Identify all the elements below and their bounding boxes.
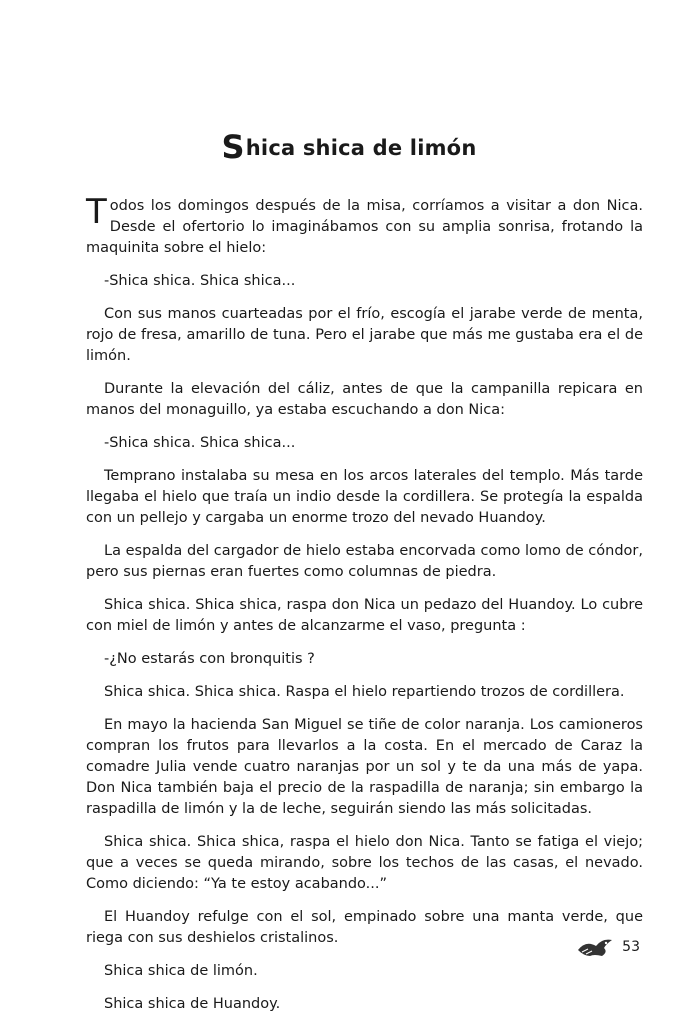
drop-cap: T: [86, 192, 107, 232]
bird-ornament-icon: [576, 934, 616, 960]
paragraph: Shica shica. Shica shica. Raspa el hielo repartiendo trozos de cordillera.: [104, 684, 625, 700]
page-number: 53: [622, 939, 640, 955]
story-body: [86, 192, 643, 1027]
paragraph: Shica shica. Shica shica, raspa don Nica un pedazo del Huandoy. Lo cubre con miel de limón y antes de alcanzarme el vaso, pregunta :: [86, 597, 643, 634]
story-title: [0, 128, 698, 166]
title-text: hica shica de limón: [245, 136, 477, 160]
paragraph: Shica shica. Shica shica, raspa el hielo don Nica. Tanto se fatiga el viejo; que a veces se queda mirando, sobre los techos de las casas, el nevado. Como diciendo: “Ya te estoy acabando...”: [86, 834, 643, 892]
paragraph: Shica shica de limón.: [104, 963, 258, 979]
title-initial: S: [221, 128, 245, 166]
page-footer: [576, 934, 640, 960]
paragraph: El Huandoy refulge con el sol, empinado sobre una manta verde, que riega con sus deshielos cristalinos.: [86, 909, 643, 946]
paragraph: Con sus manos cuarteadas por el frío, escogía el jarabe verde de menta, rojo de fresa, amarillo de tuna. Pero el jarabe que más me gustaba era el de limón.: [86, 306, 643, 364]
paragraph: [86, 192, 643, 259]
paragraph: -Shica shica. Shica shica...: [104, 273, 296, 289]
paragraph: -¿No estarás con bronquitis ?: [104, 651, 315, 667]
paragraph: En mayo la hacienda San Miguel se tiñe de color naranja. Los camioneros compran los frutos para llevarlos a la costa. En el mercado de Caraz la comadre Julia vende cuatro naranjas por un sol y te da una más de yapa. Don Nica también baja el precio de la raspadilla de naranja; sin embargo la raspadilla de limón y la de leche, seguirán siendo las más solicitadas.: [86, 717, 643, 817]
paragraph: Shica shica de Huandoy.: [104, 996, 281, 1012]
paragraph-text: odos los domingos después de la misa, corríamos a visitar a don Nica. Desde el ofertorio lo imaginábamos con su amplia sonrisa, frotando la maquinita sobre el hielo:: [86, 198, 643, 256]
paragraph: Durante la elevación del cáliz, antes de que la campanilla repicara en manos del monaguillo, ya estaba escuchando a don Nica:: [86, 381, 643, 418]
paragraph: -Shica shica. Shica shica...: [104, 435, 296, 451]
paragraph: La espalda del cargador de hielo estaba encorvada como lomo de cóndor, pero sus piernas eran fuertes como columnas de piedra.: [86, 543, 643, 580]
paragraph: Temprano instalaba su mesa en los arcos laterales del templo. Más tarde llegaba el hielo que traía un indio desde la cordillera. Se protegía la espalda con un pellejo y cargaba un enorme trozo del nevado Huandoy.: [86, 468, 643, 526]
